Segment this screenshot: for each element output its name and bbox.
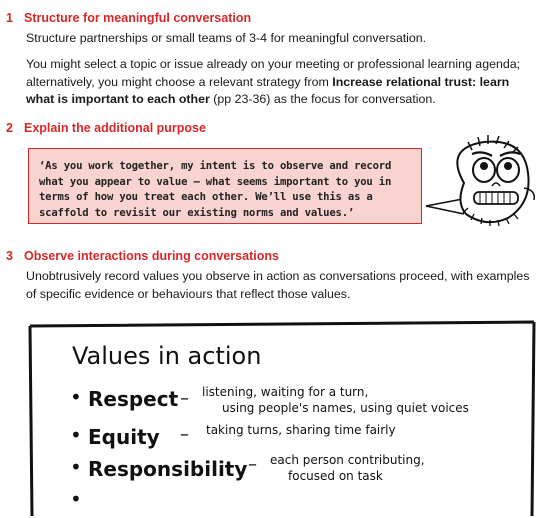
bullet-icon: •: [70, 487, 82, 511]
bullet-icon: •: [70, 385, 82, 409]
value-label-equity: Equity: [88, 425, 160, 449]
values-in-action-chart: [26, 320, 538, 518]
step-3-paragraph: Unobtrusively record values you observe in action as conversations proceed, with examples of specific evidence or behaviours that reflect those values.: [26, 269, 530, 301]
evidence-respect-line-1: listening, waiting for a turn,: [202, 385, 369, 399]
cartoon-face-illustration: [424, 128, 544, 238]
step-number: 2: [6, 121, 13, 135]
step-3-heading: [6, 247, 279, 265]
value-label-responsibility: Responsibility: [88, 457, 248, 481]
paragraph-text: (pp 23-36) as the focus for conversation.: [209, 92, 436, 106]
value-dash: –: [248, 454, 257, 475]
bullet-icon: •: [70, 423, 82, 447]
step-1-heading: [6, 9, 251, 27]
evidence-equity-line-1: taking turns, sharing time fairly: [206, 423, 396, 437]
quote-text: ‘As you work together, my intent is to observe and record what you appear to value – what seems important to you in terms of how you treat each other. We’ll use this as a scaffold to revisit our existing norms and values.’: [39, 160, 392, 219]
strategy-reference: Increase relational trust: learn what is important to each other: [26, 74, 510, 106]
step-title: Observe interactions during conversations: [24, 249, 279, 263]
step-title: Explain the additional purpose: [24, 121, 206, 135]
step-title: Structure for meaningful conversation: [24, 11, 252, 25]
evidence-respect-line-2: using people's names, using quiet voices: [222, 401, 469, 415]
paragraph-text: You might select a topic or issue already on your meeting or professional learning agenda; alternatively, you might choose a relevant strategy from: [26, 57, 521, 89]
evidence-responsibility-line-1: each person contributing,: [270, 453, 425, 467]
value-label-respect: Respect: [88, 387, 179, 411]
step-1-paragraph-2: [26, 56, 538, 109]
evidence-responsibility-line-2: focused on task: [288, 469, 383, 483]
value-dash: –: [180, 388, 189, 409]
bullet-icon: •: [70, 455, 82, 479]
quote-callout: [28, 148, 422, 224]
step-number: 1: [6, 11, 13, 25]
step-1-paragraph-1: Structure partnerships or small teams of 3-4 for meaningful conversation.: [26, 31, 427, 45]
value-dash: –: [180, 424, 189, 445]
step-number: 3: [6, 249, 13, 263]
step-2-heading: [6, 119, 206, 137]
chart-heading: Values in action: [72, 342, 262, 370]
